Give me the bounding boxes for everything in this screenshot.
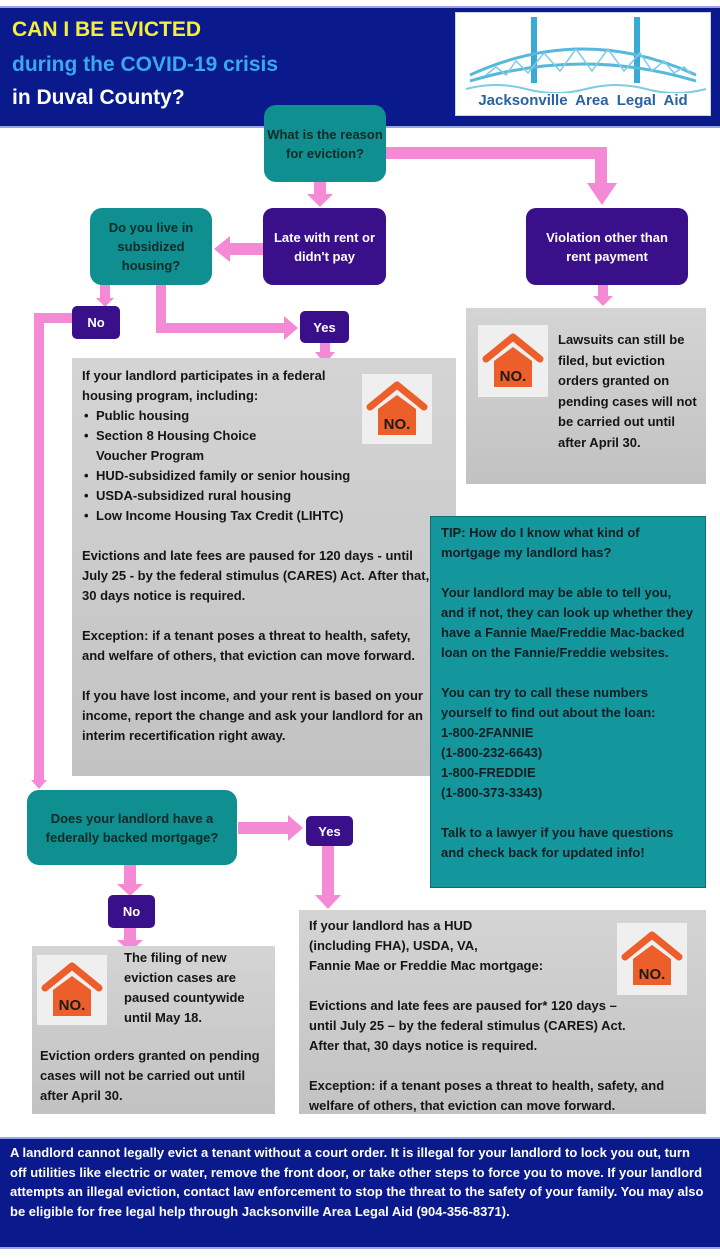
mortgage-no-para-2: Eviction orders granted on pending cases will not be carried out until after April 30.	[40, 1048, 260, 1103]
subsidized-para-3: If you have lost income, and your rent is based on your income, report the change and ask your landlord for an interim recertification right away.	[82, 688, 423, 743]
arrow-reason-to-violation-h	[385, 147, 605, 159]
arrow-subsidized-to-yes-h	[156, 323, 286, 333]
svg-text:NO.: NO.	[638, 966, 666, 983]
arrowhead-mort-yes	[288, 815, 303, 841]
tip-para-2: You can try to call these numbers yourself to find out about the loan:	[441, 685, 656, 720]
tip-heading: TIP: How do I know what kind of mortgage my landlord has?	[441, 525, 640, 560]
arrowhead-mortgage	[31, 780, 47, 789]
violation-result-text: Lawsuits can still be filed, but eviction orders granted on pending cases will not be carried out until after April 30.	[558, 332, 697, 450]
arrowhead-sub-yes	[284, 316, 298, 340]
node-federally-backed-mortgage: Does your landlord have a federally backed mortgage?	[27, 790, 237, 865]
node-late-with-rent: Late with rent or didn't pay	[263, 208, 386, 285]
no-icon	[478, 325, 548, 397]
arrowhead-violation	[587, 183, 617, 205]
house-no-icon	[621, 931, 683, 987]
arrow-reason-to-violation-v	[595, 147, 607, 185]
title-line-1: CAN I BE EVICTED	[12, 18, 202, 41]
node-reason-for-eviction: What is the reason for eviction?	[264, 105, 386, 182]
no-icon	[37, 955, 107, 1025]
subsidized-result-box	[72, 358, 456, 776]
tip-phone-freddie-number: (1-800-373-3343)	[441, 785, 543, 800]
mortgage-no-para-1: The filing of new eviction cases are paused countywide until May 18.	[124, 950, 245, 1025]
jala-logo	[455, 12, 711, 116]
mortgage-yes-intro-1: If your landlord has a HUD	[309, 918, 473, 933]
arrowhead-mort-result	[315, 895, 341, 909]
svg-text:NO.: NO.	[499, 368, 527, 385]
no-icon	[617, 923, 687, 995]
program-item: • USDA-subsidized rural housing	[96, 486, 466, 506]
house-no-icon	[41, 962, 103, 1018]
program-item: • Low Income Housing Tax Credit (LIHTC)	[96, 506, 466, 526]
mortgage-yes-para-1: Evictions and late fees are paused for* 120 days – until July 25 – by the federal stimulus (CARES) Act. After that, 30 days notice is required.	[309, 998, 626, 1053]
tip-para-1: Your landlord may be able to tell you, and if not, they can look up whether they have a Fannie Mae/Freddie Mac-backed loan on the Fannie/Freddie websites.	[441, 585, 694, 660]
title-line-2: during the COVID-19 crisis	[12, 53, 279, 76]
tip-para-3: Talk to a lawyer if you have questions and check back for updated info!	[441, 825, 674, 860]
mortgage-no-result-box	[32, 946, 275, 1114]
footer-legal-notice: A landlord cannot legally evict a tenant without a court order. It is illegal for your landlord to lock you out, turn off utilities like electric or water, remove the front door, or take other steps to force you to move. If your landlord attempts an illegal eviction, contact law enforcement to stop the threat to the safety of your family. You may also be eligible for free legal help through Jacksonville Area Legal Aid (904-356-8371).	[0, 1137, 720, 1249]
svg-text:NO.: NO.	[58, 997, 86, 1014]
mortgage-yes-result-box	[299, 910, 706, 1114]
arrowhead-late	[307, 194, 333, 207]
mortgage-yes-intro-2: (including FHA), USDA, VA,	[309, 938, 478, 953]
arrowhead-subsidized	[214, 236, 230, 262]
violation-result-box	[466, 308, 706, 484]
mortgage-yes-intro-3: Fannie Mae or Freddie Mac mortgage:	[309, 958, 544, 973]
house-no-icon	[482, 333, 544, 389]
node-mortgage-no: No	[108, 895, 155, 928]
bridge-icon	[456, 13, 710, 93]
node-mortgage-yes: Yes	[306, 816, 353, 846]
arrow-mortgage-to-yes	[238, 822, 290, 834]
node-violation-other: Violation other than rent payment	[526, 208, 688, 285]
no-icon	[362, 374, 432, 444]
program-item: • Public housing	[96, 406, 276, 426]
node-subsidized-yes: Yes	[300, 311, 349, 343]
node-subsidized-no: No	[72, 306, 120, 339]
subsidized-intro: If your landlord participates in a federal housing program, including:	[82, 368, 326, 403]
logo-text: Jacksonville Area Legal Aid	[478, 92, 688, 109]
arrow-late-to-subsidized	[230, 243, 264, 255]
arrow-no-to-mortgage-v	[34, 313, 44, 783]
mortgage-yes-para-2: Exception: if a tenant poses a threat to health, safety, and welfare of others, that eviction can move forward.	[309, 1078, 665, 1113]
subsidized-para-1: Evictions and late fees are paused for 120 days - until July 25 - by the federal stimulus (CARES) Act. After that, 30 days notice is required.	[82, 548, 430, 603]
tip-phone-fannie-number: (1-800-232-6643)	[441, 745, 543, 760]
title-line-3: in Duval County?	[12, 86, 185, 109]
node-subsidized-housing: Do you live in subsidized housing?	[90, 208, 212, 285]
house-no-icon	[366, 381, 428, 437]
arrow-yes-to-mort-result	[322, 845, 334, 899]
subsidized-para-2: Exception: if a tenant poses a threat to health, safety, and welfare of others, that eviction can move forward.	[82, 628, 416, 663]
tip-phone-fannie: 1-800-2FANNIE	[441, 725, 534, 740]
program-item: • HUD-subsidized family or senior housing	[96, 466, 466, 486]
svg-text:NO.: NO.	[383, 416, 411, 433]
tip-box	[430, 516, 706, 888]
program-item: • Section 8 Housing Choice Voucher Program	[96, 426, 276, 466]
tip-phone-freddie: 1-800-FREDDIE	[441, 765, 536, 780]
arrowhead-violation-result	[593, 296, 613, 306]
